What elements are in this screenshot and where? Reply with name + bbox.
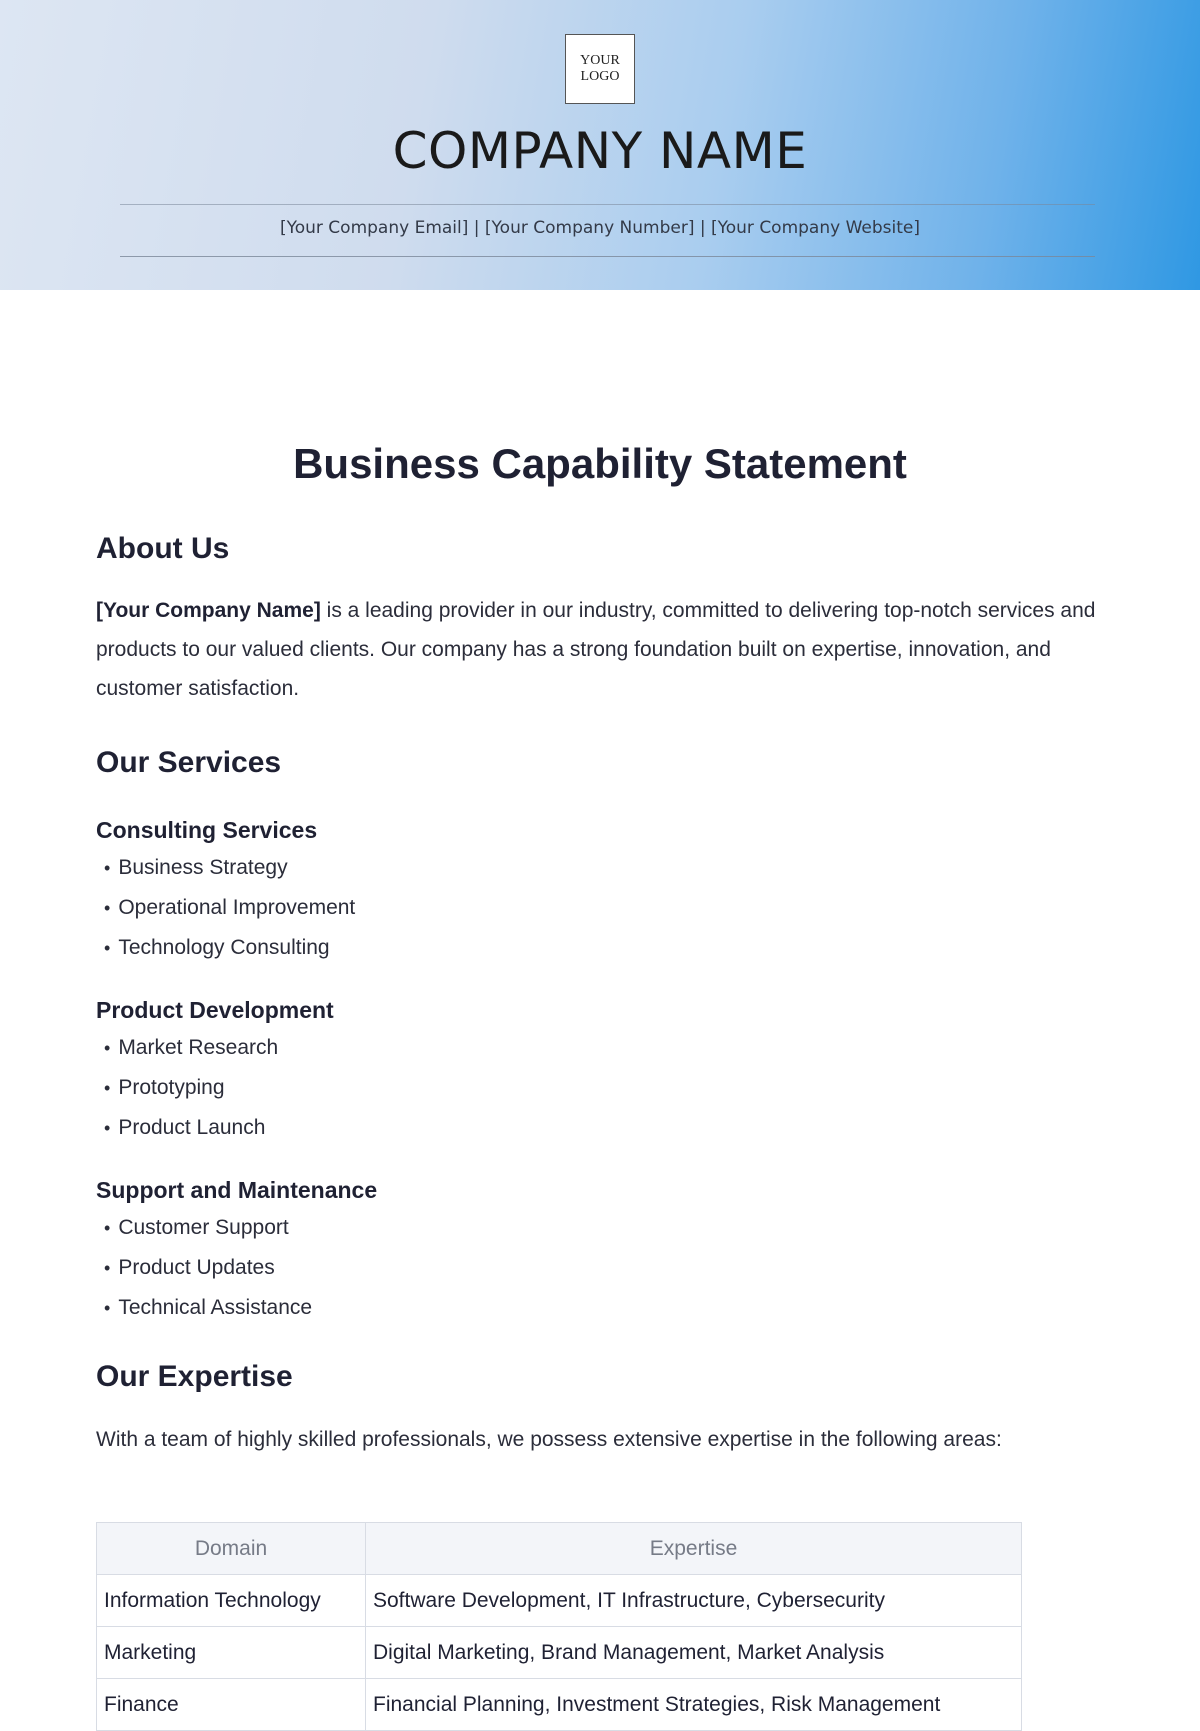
about-paragraph <box>96 591 1096 708</box>
list-item: • Operational Improvement <box>104 888 355 928</box>
service-list <box>104 1028 278 1148</box>
header-banner <box>0 0 1200 290</box>
table-row <box>97 1627 1022 1679</box>
logo-line-2: LOGO <box>580 69 620 84</box>
about-text: is a leading provider in our industry, committed to delivering top-notch services and products to our valued clients. Our company has a strong foundation built on expertise, innovation, and customer satisfaction. <box>96 599 1096 700</box>
list-item: • Technical Assistance <box>104 1288 312 1328</box>
table-row <box>97 1575 1022 1627</box>
service-group-title: Product Development <box>96 997 334 1023</box>
document-title: Business Capability Statement <box>293 440 907 487</box>
expertise-heading: Our Expertise <box>96 1360 293 1393</box>
services-heading: Our Services <box>96 746 282 779</box>
table-header-row <box>97 1523 1022 1575</box>
service-list <box>104 848 355 968</box>
company-name: COMPANY NAME <box>392 122 808 180</box>
list-item: • Business Strategy <box>104 848 355 888</box>
list-item: • Market Research <box>104 1028 278 1068</box>
table-cell-domain: Marketing <box>97 1627 366 1679</box>
expertise-table <box>96 1522 1022 1731</box>
table-header-expertise: Expertise <box>366 1523 1022 1575</box>
table-cell-expertise: Digital Marketing, Brand Management, Market Analysis <box>366 1627 1022 1679</box>
list-item: • Product Launch <box>104 1108 278 1148</box>
company-name-bold: [Your Company Name] <box>96 599 321 622</box>
table-cell-domain: Information Technology <box>97 1575 366 1627</box>
list-item: • Prototyping <box>104 1068 278 1108</box>
list-item: • Technology Consulting <box>104 928 355 968</box>
service-group-title: Consulting Services <box>96 817 318 843</box>
table-header-domain: Domain <box>97 1523 366 1575</box>
table-cell-domain: Finance <box>97 1679 366 1731</box>
about-heading: About Us <box>96 532 230 565</box>
service-list <box>104 1208 312 1328</box>
service-group-title: Support and Maintenance <box>96 1177 378 1203</box>
company-logo <box>565 34 635 104</box>
list-item: • Product Updates <box>104 1248 312 1288</box>
logo-line-1: YOUR <box>580 53 620 68</box>
table-row <box>97 1679 1022 1731</box>
header-divider-top <box>120 204 1095 205</box>
table-cell-expertise: Software Development, IT Infrastructure, Cybersecurity <box>366 1575 1022 1627</box>
table-cell-expertise: Financial Planning, Investment Strategies, Risk Management <box>366 1679 1022 1731</box>
list-item: • Customer Support <box>104 1208 312 1248</box>
company-contact: [Your Company Email] | [Your Company Number] | [Your Company Website] <box>279 218 920 238</box>
header-divider-bottom <box>120 256 1095 257</box>
expertise-intro: With a team of highly skilled professionals, we possess extensive expertise in the following areas: <box>96 1428 1002 1451</box>
